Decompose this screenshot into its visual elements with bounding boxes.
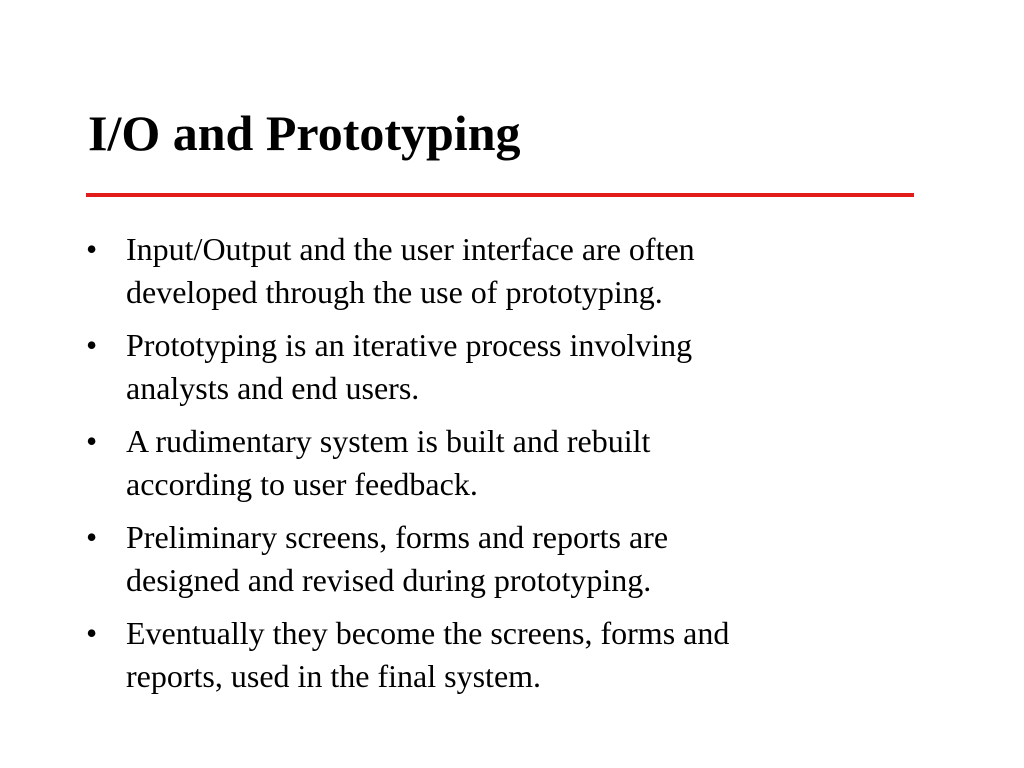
bullet-icon: • <box>86 519 98 555</box>
bullet-line: Preliminary screens, forms and reports are <box>126 519 669 555</box>
bullet-line: reports, used in the final system. <box>126 658 542 694</box>
bullet-icon: • <box>86 615 98 651</box>
bullet-item <box>86 228 966 314</box>
bullet-list <box>86 228 966 708</box>
bullet-item <box>86 324 966 410</box>
bullet-item <box>86 516 966 602</box>
bullet-item <box>86 612 966 698</box>
bullet-line: Prototyping is an iterative process involving <box>126 327 693 363</box>
bullet-line: A rudimentary system is built and rebuilt <box>126 423 651 459</box>
bullet-icon: • <box>86 327 98 363</box>
bullet-icon: • <box>86 231 98 267</box>
bullet-line: developed through the use of prototyping. <box>126 274 663 310</box>
title-underline <box>86 193 914 197</box>
bullet-line: Eventually they become the screens, forms and <box>126 615 730 651</box>
slide-title: I/O and Prototyping <box>88 105 521 161</box>
bullet-line: according to user feedback. <box>126 466 478 502</box>
bullet-item <box>86 420 966 506</box>
bullet-line: analysts and end users. <box>126 370 420 406</box>
bullet-line: Input/Output and the user interface are often <box>126 231 695 267</box>
bullet-line: designed and revised during prototyping. <box>126 562 652 598</box>
bullet-icon: • <box>86 423 98 459</box>
